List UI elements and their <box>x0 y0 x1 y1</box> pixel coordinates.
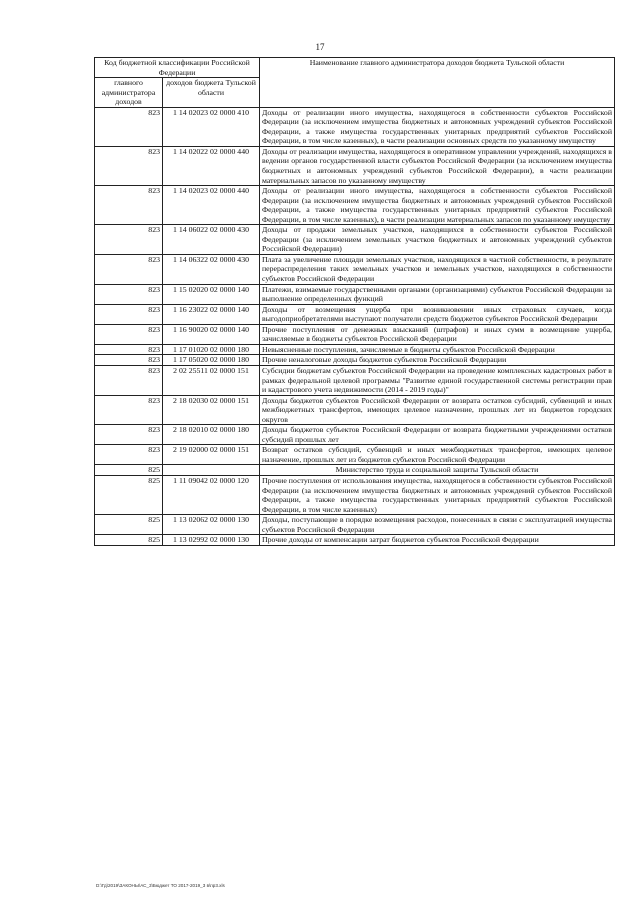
cell-revenue-code: 1 16 23022 02 0000 140 <box>163 304 260 324</box>
cell-admin-code: 823 <box>95 304 163 324</box>
table-row <box>95 365 615 395</box>
table-row <box>95 475 615 514</box>
cell-admin-code: 825 <box>95 535 163 546</box>
cell-revenue-code: 2 18 02010 02 0000 180 <box>163 425 260 445</box>
cell-description: Плата за увеличение площади земельных участков, находящихся в частной собственности, в результате перераспределения таких земельных участков и земельных участков, находящихся в собственности субъектов Российской Федерации <box>260 254 615 284</box>
revenue-admin-table <box>94 57 615 546</box>
cell-revenue-code: 1 13 02992 02 0000 130 <box>163 535 260 546</box>
cell-revenue-code: 1 13 02062 02 0000 130 <box>163 515 260 535</box>
cell-revenue-code: 1 15 02020 02 0000 140 <box>163 284 260 304</box>
cell-admin-code: 823 <box>95 355 163 366</box>
cell-admin-code: 823 <box>95 445 163 465</box>
table-row <box>95 107 615 146</box>
header-revenue: доходов бюджета Тульской области <box>163 78 260 108</box>
cell-revenue-code: 1 14 02023 02 0000 410 <box>163 107 260 146</box>
cell-revenue-code: 1 17 01020 02 0000 180 <box>163 344 260 355</box>
cell-description: Доходы от реализации иного имущества, находящегося в собственности субъектов Российской Федерации (за исключением имущества бюджетных и автономных учреждений субъектов Российской Федерации, а также имущества государственных унитарных предприятий субъектов Российской Федерации, в том числе казенных), в части реализации материальных запасов по указанному имуществу <box>260 186 615 225</box>
cell-description: Доходы от возмещения ущерба при возникновении иных страховых случаев, когда выгодоприобретателями выступают получатели средств бюджетов субъектов Российской Федерации <box>260 304 615 324</box>
cell-admin-code: 823 <box>95 324 163 344</box>
cell-description: Прочие неналоговые доходы бюджетов субъектов Российской Федерации <box>260 355 615 366</box>
table-row <box>95 225 615 255</box>
cell-revenue-code: 2 02 25511 02 0000 151 <box>163 365 260 395</box>
cell-description: Возврат остатков субсидий, субвенций и иных межбюджетных трансфертов, имеющих целевое назначение, прошлых лет из бюджетов субъектов Российской Федерации <box>260 445 615 465</box>
footer-file-path: D:\Гд\2019\ЗАКОНЫ\АС_3\Бюджет ТО 2017-2019_3 в\пр3.xls <box>96 883 225 888</box>
table-row <box>95 304 615 324</box>
cell-admin-code: 823 <box>95 395 163 425</box>
table-row <box>95 186 615 225</box>
cell-admin-code: 823 <box>95 425 163 445</box>
page-number: 17 <box>315 42 325 52</box>
cell-revenue-code: 2 18 02030 02 0000 151 <box>163 395 260 425</box>
cell-revenue-code: 1 14 02023 02 0000 440 <box>163 186 260 225</box>
table-row <box>95 146 615 185</box>
cell-revenue-code: 1 11 09042 02 0000 120 <box>163 475 260 514</box>
table-row <box>95 284 615 304</box>
cell-description: Прочие доходы от компенсации затрат бюджетов субъектов Российской Федерации <box>260 535 615 546</box>
table-row <box>95 465 615 476</box>
cell-admin-code: 825 <box>95 515 163 535</box>
cell-description: Доходы бюджетов субъектов Российской Федерации от возврата бюджетными учреждениями остатков субсидий прошлых лет <box>260 425 615 445</box>
cell-description: Прочие поступления от денежных взысканий (штрафов) и иных сумм в возмещение ущерба, зачисляемые в бюджеты субъектов Российской Федерации <box>260 324 615 344</box>
cell-admin-code: 825 <box>95 475 163 514</box>
cell-revenue-code: 1 16 90020 02 0000 140 <box>163 324 260 344</box>
header-row-1 <box>95 58 615 78</box>
table-row <box>95 324 615 344</box>
cell-revenue-code: 1 17 05020 02 0000 180 <box>163 355 260 366</box>
cell-admin-code: 823 <box>95 186 163 225</box>
cell-description: Субсидии бюджетам субъектов Российской Федерации на проведение комплексных кадастровых работ в рамках федеральной целевой программы "Развитие единой государственной системы регистрации прав и кадастрового учета недвижимости (2014 - 2019 годы)" <box>260 365 615 395</box>
header-admin: главного администратора доходов <box>95 78 163 108</box>
cell-description: Доходы бюджетов субъектов Российской Федерации от возврата остатков субсидий, субвенций и иных межбюджетных трансфертов, имеющих целевое назначение, прошлых лет из бюджетов городских округов <box>260 395 615 425</box>
table-row <box>95 535 615 546</box>
table-body <box>95 107 615 545</box>
table-row <box>95 445 615 465</box>
table-row <box>95 515 615 535</box>
cell-admin-code: 823 <box>95 284 163 304</box>
cell-revenue-code <box>163 465 260 476</box>
cell-admin-code: 823 <box>95 365 163 395</box>
cell-description: Доходы, поступающие в порядке возмещения расходов, понесенных в связи с эксплуатацией имущества субъектов Российской Федерации <box>260 515 615 535</box>
cell-description: Платежи, взимаемые государственными органами (организациями) субъектов Российской Федерации за выполнение определенных функций <box>260 284 615 304</box>
cell-revenue-code: 2 19 02000 02 0000 151 <box>163 445 260 465</box>
cell-admin-code: 825 <box>95 465 163 476</box>
header-code-group: Код бюджетной классификации Российской Федерации <box>95 58 260 78</box>
cell-admin-code: 823 <box>95 254 163 284</box>
cell-ministry-heading: Министерство труда и социальной защиты Тульской области <box>260 465 615 476</box>
cell-revenue-code: 1 14 02022 02 0000 440 <box>163 146 260 185</box>
table-row <box>95 355 615 366</box>
cell-admin-code: 823 <box>95 225 163 255</box>
cell-description: Невыясненные поступления, зачисляемые в бюджеты субъектов Российской Федерации <box>260 344 615 355</box>
cell-admin-code: 823 <box>95 344 163 355</box>
table-row <box>95 254 615 284</box>
cell-description: Доходы от реализации имущества, находящегося в оперативном управлении учреждений, находящихся в ведении органов государственной власти субъектов Российской Федерации (за исключением имущества бюджетных и автономных учреждений субъектов Российской Федерации), в части реализации материальных запасов по указанному имуществу <box>260 146 615 185</box>
table-row <box>95 395 615 425</box>
cell-description: Прочие поступления от использования имущества, находящегося в собственности субъектов Российской Федерации (за исключением имущества бюджетных и автономных учреждений субъектов Российской Федерации, а также имущества государственных унитарных предприятий субъектов Российской Федерации, в том числе казенных) <box>260 475 615 514</box>
cell-description: Доходы от реализации иного имущества, находящегося в собственности субъектов Российской Федерации (за исключением имущества бюджетных и автономных учреждений субъектов Российской Федерации, а также имущества государственных унитарных предприятий субъектов Российской Федерации, в том числе казенных), в части реализации основных средств по указанному имуществу <box>260 107 615 146</box>
cell-admin-code: 823 <box>95 107 163 146</box>
cell-description: Доходы от продажи земельных участков, находящихся в собственности субъектов Российской Федерации (за исключением земельных участков бюджетных и автономных учреждений субъектов Российской Федерации) <box>260 225 615 255</box>
cell-revenue-code: 1 14 06022 02 0000 430 <box>163 225 260 255</box>
cell-revenue-code: 1 14 06322 02 0000 430 <box>163 254 260 284</box>
table-row <box>95 344 615 355</box>
table-row <box>95 425 615 445</box>
cell-admin-code: 823 <box>95 146 163 185</box>
header-name: Наименование главного администратора доходов бюджета Тульской области <box>260 58 615 108</box>
